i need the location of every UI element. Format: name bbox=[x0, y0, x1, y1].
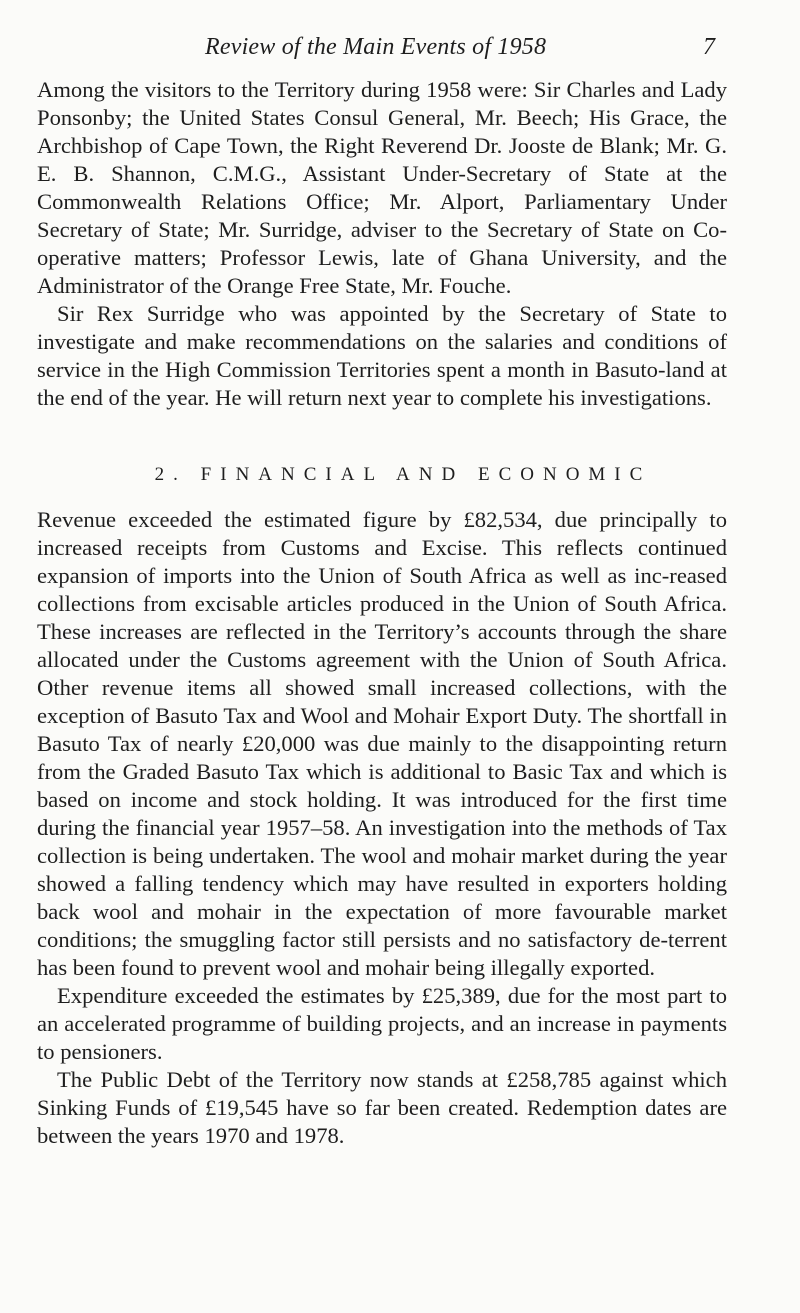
paragraph: Expenditure exceeded the estimates by £25,389, due for the most part to an accelerated programme of building projects, and an increase in payments to pensioners. bbox=[37, 983, 727, 1064]
paragraph: Sir Rex Surridge who was appointed by the Secretary of State to investigate and make recommendations on the salaries and conditions of service in the High Commission Territories spent a month in Basuto-land at the end of the year. He will return next year to complete his investigations. bbox=[37, 301, 727, 410]
running-title: Review of the Main Events of 1958 bbox=[205, 34, 547, 60]
paragraph: Among the visitors to the Territory during 1958 were: Sir Charles and Lady Ponsonby; the United States Consul General, Mr. Beech; His Grace, the Archbishop of Cape Town, the Right Reverend Dr. Jooste de Blank; Mr. G. E. B. Shannon, C.M.G., Assistant Under-Secretary of State at the Commonwealth Relations Office; Mr. Alport, Parliamentary Under Secretary of State; Mr. Surridge, adviser to the Secretary of State on Co-operative matters; Professor Lewis, late of Ghana University, and the Administrator of the Orange Free State, Mr. Fouche. bbox=[37, 77, 727, 298]
page-number: 7 bbox=[703, 34, 715, 60]
visitors-section bbox=[37, 76, 727, 412]
paragraph: The Public Debt of the Territory now stands at £258,785 against which Sinking Funds of £19,545 have so far been created. Redemption dates are between the years 1970 and 1978. bbox=[37, 1067, 727, 1148]
paragraph: Revenue exceeded the estimated figure by £82,534, due principally to increased receipts from Customs and Excise. This reflects continued expansion of imports into the Union of South Africa as well as inc-reased collections from excisable articles produced in the Union of South Africa. These increases are reflected in the Territory’s accounts through the share allocated under the Customs agreement with the Union of South Africa. Other revenue items all showed small increased collections, with the exception of Basuto Tax and Wool and Mohair Export Duty. The shortfall in Basuto Tax of nearly £20,000 was due mainly to the disappointing return from the Graded Basuto Tax which is additional to Basic Tax and which is based on income and stock holding. It was introduced for the first time during the financial year 1957–58. An investigation into the methods of Tax collection is being undertaken. The wool and mohair market during the year showed a falling tendency which may have resulted in exporters holding back wool and mohair in the expectation of more favourable market conditions; the smuggling factor still persists and no satisfactory de-terrent has been found to prevent wool and mohair being illegally exported. bbox=[37, 507, 727, 980]
section-heading: 2. FINANCIAL AND ECONOMIC bbox=[154, 464, 652, 485]
financial-section bbox=[37, 506, 727, 1150]
